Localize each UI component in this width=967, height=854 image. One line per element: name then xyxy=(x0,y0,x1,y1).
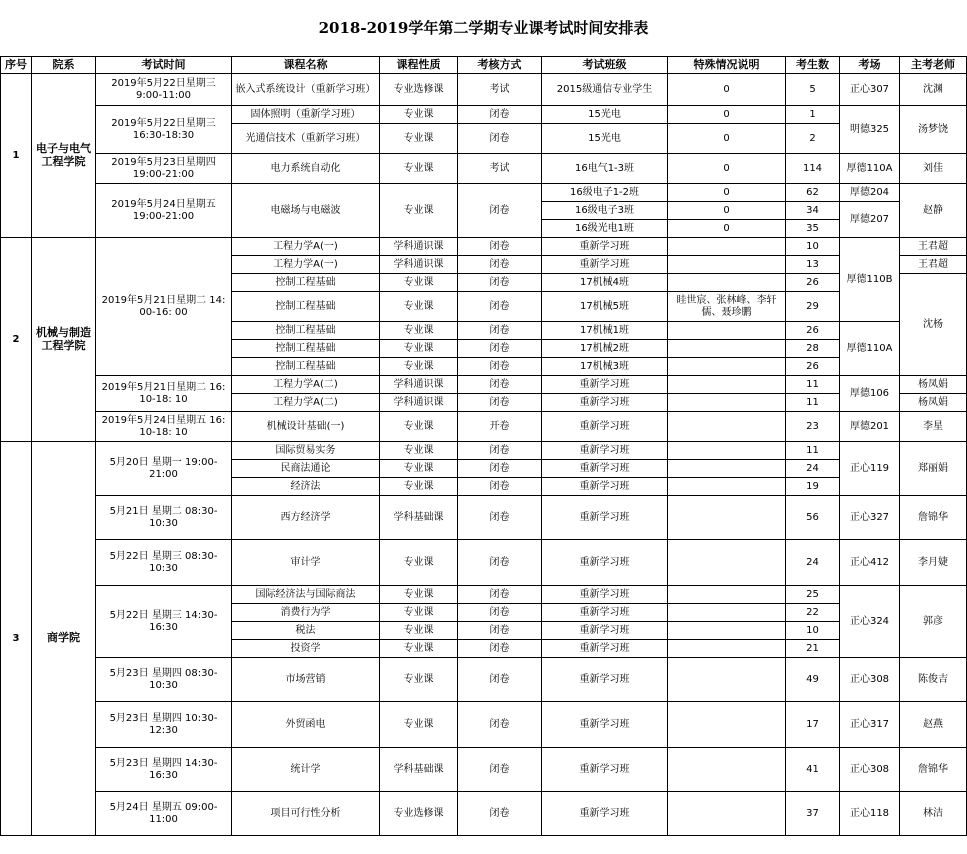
exam-room: 厚德207 xyxy=(840,202,900,238)
exam-class: 15光电 xyxy=(542,124,668,154)
special-note xyxy=(668,496,786,540)
table-row xyxy=(1,412,967,442)
student-count: 62 xyxy=(786,184,840,202)
exam-method: 闭卷 xyxy=(458,274,542,292)
exam-room: 正心317 xyxy=(840,702,900,748)
teacher: 李星 xyxy=(900,412,967,442)
student-count: 26 xyxy=(786,322,840,340)
page-title: 2018-2019学年第二学期专业课考试时间安排表 xyxy=(318,19,649,37)
special-note xyxy=(668,442,786,460)
course-name: 西方经济学 xyxy=(232,496,380,540)
course-nature: 学科基础课 xyxy=(380,748,458,792)
student-count: 22 xyxy=(786,604,840,622)
course-nature: 学科通识课 xyxy=(380,394,458,412)
course-nature: 专业课 xyxy=(380,274,458,292)
exam-method: 闭卷 xyxy=(458,442,542,460)
exam-class: 重新学习班 xyxy=(542,412,668,442)
special-note xyxy=(668,412,786,442)
exam-class: 16电气1-3班 xyxy=(542,154,668,184)
exam-method: 考试 xyxy=(458,154,542,184)
exam-room: 正心308 xyxy=(840,658,900,702)
course-name: 工程力学A(二) xyxy=(232,394,380,412)
exam-method: 闭卷 xyxy=(458,394,542,412)
exam-class: 17机械5班 xyxy=(542,292,668,322)
exam-method: 闭卷 xyxy=(458,658,542,702)
course-name: 项目可行性分析 xyxy=(232,792,380,836)
course-nature: 专业选修课 xyxy=(380,74,458,106)
section-dept: 机械与制造工程学院 xyxy=(32,238,96,442)
teacher: 赵静 xyxy=(900,184,967,238)
exam-method: 闭卷 xyxy=(458,540,542,586)
course-nature: 专业课 xyxy=(380,540,458,586)
exam-method: 闭卷 xyxy=(458,322,542,340)
exam-class: 重新学习班 xyxy=(542,496,668,540)
section-no: 3 xyxy=(1,442,32,836)
table-row xyxy=(1,376,967,394)
student-count: 17 xyxy=(786,702,840,748)
course-nature: 专业课 xyxy=(380,478,458,496)
exam-room: 正心307 xyxy=(840,74,900,106)
teacher: 郭彦 xyxy=(900,586,967,658)
student-count: 24 xyxy=(786,540,840,586)
course-nature: 专业课 xyxy=(380,586,458,604)
exam-time: 5月22日 星期三 08:30-10:30 xyxy=(96,540,232,586)
section-dept: 商学院 xyxy=(32,442,96,836)
exam-method: 闭卷 xyxy=(458,124,542,154)
course-name: 控制工程基础 xyxy=(232,274,380,292)
exam-method: 闭卷 xyxy=(458,106,542,124)
table-row xyxy=(1,74,967,106)
student-count: 35 xyxy=(786,220,840,238)
exam-method: 闭卷 xyxy=(458,376,542,394)
exam-method: 闭卷 xyxy=(458,748,542,792)
exam-time: 2019年5月21日星期二 14: 00-16: 00 xyxy=(96,238,232,376)
teacher: 郑丽娟 xyxy=(900,442,967,496)
special-note xyxy=(668,340,786,358)
exam-class: 重新学习班 xyxy=(542,256,668,274)
exam-method: 考试 xyxy=(458,74,542,106)
student-count: 24 xyxy=(786,460,840,478)
course-nature: 学科通识课 xyxy=(380,238,458,256)
table-row xyxy=(1,106,967,124)
student-count: 10 xyxy=(786,238,840,256)
exam-method: 闭卷 xyxy=(458,184,542,238)
teacher: 赵燕 xyxy=(900,702,967,748)
teacher: 李月婕 xyxy=(900,540,967,586)
col-header-nature: 课程性质 xyxy=(380,57,458,74)
course-nature: 专业课 xyxy=(380,358,458,376)
course-nature: 专业课 xyxy=(380,640,458,658)
exam-class: 16级电子1-2班 xyxy=(542,184,668,202)
exam-time: 5月23日 星期四 10:30-12:30 xyxy=(96,702,232,748)
student-count: 25 xyxy=(786,586,840,604)
course-name: 统计学 xyxy=(232,748,380,792)
student-count: 28 xyxy=(786,340,840,358)
exam-method: 闭卷 xyxy=(458,256,542,274)
course-name: 消费行为学 xyxy=(232,604,380,622)
special-note xyxy=(668,358,786,376)
teacher: 詹锦华 xyxy=(900,496,967,540)
teacher: 杨凤娟 xyxy=(900,376,967,394)
special-note xyxy=(668,478,786,496)
exam-time: 5月23日 星期四 08:30-10:30 xyxy=(96,658,232,702)
table-row xyxy=(1,442,967,460)
course-name: 光通信技术（重新学习班） xyxy=(232,124,380,154)
student-count: 10 xyxy=(786,622,840,640)
exam-time: 2019年5月22日星期三 16:30-18:30 xyxy=(96,106,232,154)
course-nature: 专业课 xyxy=(380,702,458,748)
special-note xyxy=(668,322,786,340)
teacher: 杨凤娟 xyxy=(900,394,967,412)
special-note: 0 xyxy=(668,202,786,220)
student-count: 49 xyxy=(786,658,840,702)
exam-class: 17机械4班 xyxy=(542,274,668,292)
course-name: 国际经济法与国际商法 xyxy=(232,586,380,604)
course-nature: 专业课 xyxy=(380,412,458,442)
exam-room: 厚德110B xyxy=(840,238,900,322)
course-nature: 学科通识课 xyxy=(380,376,458,394)
special-note: 0 xyxy=(668,220,786,238)
student-count: 21 xyxy=(786,640,840,658)
exam-class: 重新学习班 xyxy=(542,658,668,702)
exam-method: 闭卷 xyxy=(458,586,542,604)
course-name: 控制工程基础 xyxy=(232,292,380,322)
exam-method: 闭卷 xyxy=(458,460,542,478)
exam-time: 5月22日 星期三 14:30-16:30 xyxy=(96,586,232,658)
exam-method: 闭卷 xyxy=(458,622,542,640)
teacher: 王君超 xyxy=(900,238,967,256)
exam-class: 重新学习班 xyxy=(542,442,668,460)
course-name: 工程力学A(一) xyxy=(232,238,380,256)
special-note xyxy=(668,394,786,412)
header-row xyxy=(1,57,967,74)
exam-class: 重新学习班 xyxy=(542,622,668,640)
exam-time: 2019年5月24日星期五 16: 10-18: 10 xyxy=(96,412,232,442)
special-note xyxy=(668,256,786,274)
course-nature: 专业课 xyxy=(380,622,458,640)
teacher: 沈渊 xyxy=(900,74,967,106)
special-note xyxy=(668,238,786,256)
course-nature: 专业选修课 xyxy=(380,792,458,836)
special-note: 0 xyxy=(668,124,786,154)
special-note xyxy=(668,658,786,702)
exam-time: 2019年5月24日星期五 19:00-21:00 xyxy=(96,184,232,238)
exam-room: 正心412 xyxy=(840,540,900,586)
exam-room: 正心324 xyxy=(840,586,900,658)
course-nature: 专业课 xyxy=(380,106,458,124)
student-count: 41 xyxy=(786,748,840,792)
table-row xyxy=(1,658,967,702)
section-no: 1 xyxy=(1,74,32,238)
course-name: 审计学 xyxy=(232,540,380,586)
col-header-no: 序号 xyxy=(1,57,32,74)
exam-room: 厚德110A xyxy=(840,154,900,184)
student-count: 26 xyxy=(786,274,840,292)
exam-class: 17机械2班 xyxy=(542,340,668,358)
special-note xyxy=(668,274,786,292)
col-header-count: 考生数 xyxy=(786,57,840,74)
table-row xyxy=(1,184,967,202)
exam-room: 正心119 xyxy=(840,442,900,496)
course-name: 外贸函电 xyxy=(232,702,380,748)
special-note xyxy=(668,702,786,748)
exam-room: 厚德106 xyxy=(840,376,900,412)
course-name: 固体照明（重新学习班） xyxy=(232,106,380,124)
course-name: 嵌入式系统设计（重新学习班） xyxy=(232,74,380,106)
exam-room: 厚德201 xyxy=(840,412,900,442)
student-count: 11 xyxy=(786,394,840,412)
col-header-room: 考场 xyxy=(840,57,900,74)
student-count: 29 xyxy=(786,292,840,322)
exam-class: 重新学习班 xyxy=(542,586,668,604)
course-name: 投资学 xyxy=(232,640,380,658)
course-name: 控制工程基础 xyxy=(232,340,380,358)
student-count: 13 xyxy=(786,256,840,274)
course-nature: 专业课 xyxy=(380,340,458,358)
exam-room: 明德325 xyxy=(840,106,900,154)
col-header-dept: 院系 xyxy=(32,57,96,74)
col-header-time: 考试时间 xyxy=(96,57,232,74)
teacher: 王君超 xyxy=(900,256,967,274)
section-dept: 电子与电气工程学院 xyxy=(32,74,96,238)
course-name: 经济法 xyxy=(232,478,380,496)
exam-class: 重新学习班 xyxy=(542,792,668,836)
table-row xyxy=(1,792,967,836)
exam-method: 闭卷 xyxy=(458,604,542,622)
exam-method: 闭卷 xyxy=(458,478,542,496)
exam-class: 重新学习班 xyxy=(542,540,668,586)
table-row xyxy=(1,496,967,540)
exam-class: 17机械3班 xyxy=(542,358,668,376)
exam-schedule-table xyxy=(0,56,967,836)
exam-class: 重新学习班 xyxy=(542,604,668,622)
course-nature: 专业课 xyxy=(380,658,458,702)
course-name: 工程力学A(二) xyxy=(232,376,380,394)
table-row xyxy=(1,702,967,748)
exam-time: 5月24日 星期五 09:00-11:00 xyxy=(96,792,232,836)
exam-room: 正心327 xyxy=(840,496,900,540)
exam-method: 闭卷 xyxy=(458,292,542,322)
student-count: 56 xyxy=(786,496,840,540)
special-note xyxy=(668,586,786,604)
col-header-method: 考核方式 xyxy=(458,57,542,74)
course-nature: 专业课 xyxy=(380,442,458,460)
student-count: 5 xyxy=(786,74,840,106)
special-note xyxy=(668,604,786,622)
special-note xyxy=(668,792,786,836)
course-name: 市场营销 xyxy=(232,658,380,702)
special-note xyxy=(668,622,786,640)
teacher: 刘佳 xyxy=(900,154,967,184)
course-nature: 专业课 xyxy=(380,124,458,154)
exam-class: 2015级通信专业学生 xyxy=(542,74,668,106)
exam-room: 正心118 xyxy=(840,792,900,836)
col-header-teacher: 主考老师 xyxy=(900,57,967,74)
exam-room: 正心308 xyxy=(840,748,900,792)
special-note xyxy=(668,460,786,478)
student-count: 11 xyxy=(786,442,840,460)
course-nature: 学科基础课 xyxy=(380,496,458,540)
course-nature: 专业课 xyxy=(380,460,458,478)
exam-time: 5月23日 星期四 14:30-16:30 xyxy=(96,748,232,792)
teacher: 林洁 xyxy=(900,792,967,836)
student-count: 11 xyxy=(786,376,840,394)
exam-room: 厚德204 xyxy=(840,184,900,202)
course-nature: 专业课 xyxy=(380,604,458,622)
course-name: 电磁场与电磁波 xyxy=(232,184,380,238)
student-count: 26 xyxy=(786,358,840,376)
exam-time: 2019年5月23日星期四 19:00-21:00 xyxy=(96,154,232,184)
course-nature: 专业课 xyxy=(380,322,458,340)
exam-class: 重新学习班 xyxy=(542,640,668,658)
special-note: 眭世宸、张林峰、李轩儒、聂珍鹏 xyxy=(668,292,786,322)
exam-method: 闭卷 xyxy=(458,792,542,836)
table-row xyxy=(1,154,967,184)
exam-class: 重新学习班 xyxy=(542,238,668,256)
course-name: 税法 xyxy=(232,622,380,640)
course-name: 国际贸易实务 xyxy=(232,442,380,460)
table-row xyxy=(1,586,967,604)
exam-class: 重新学习班 xyxy=(542,460,668,478)
special-note: 0 xyxy=(668,184,786,202)
table-row xyxy=(1,540,967,586)
exam-method: 闭卷 xyxy=(458,702,542,748)
special-note xyxy=(668,540,786,586)
exam-class: 重新学习班 xyxy=(542,478,668,496)
exam-time: 5月20日 星期一 19:00-21:00 xyxy=(96,442,232,496)
exam-method: 闭卷 xyxy=(458,358,542,376)
special-note: 0 xyxy=(668,74,786,106)
col-header-class: 考试班级 xyxy=(542,57,668,74)
course-name: 控制工程基础 xyxy=(232,358,380,376)
course-nature: 专业课 xyxy=(380,184,458,238)
teacher: 陈俊吉 xyxy=(900,658,967,702)
exam-method: 闭卷 xyxy=(458,496,542,540)
special-note: 0 xyxy=(668,154,786,184)
student-count: 37 xyxy=(786,792,840,836)
exam-class: 重新学习班 xyxy=(542,394,668,412)
exam-class: 重新学习班 xyxy=(542,376,668,394)
exam-class: 17机械1班 xyxy=(542,322,668,340)
course-nature: 学科通识课 xyxy=(380,256,458,274)
col-header-course: 课程名称 xyxy=(232,57,380,74)
special-note xyxy=(668,640,786,658)
student-count: 19 xyxy=(786,478,840,496)
course-name: 控制工程基础 xyxy=(232,322,380,340)
exam-class: 15光电 xyxy=(542,106,668,124)
exam-time: 2019年5月22日星期三 9:00-11:00 xyxy=(96,74,232,106)
course-nature: 专业课 xyxy=(380,154,458,184)
student-count: 2 xyxy=(786,124,840,154)
table-row xyxy=(1,238,967,256)
section-no: 2 xyxy=(1,238,32,442)
exam-time: 2019年5月21日星期二 16: 10-18: 10 xyxy=(96,376,232,412)
exam-class: 16级电子3班 xyxy=(542,202,668,220)
table-row xyxy=(1,748,967,792)
teacher: 詹锦华 xyxy=(900,748,967,792)
exam-method: 闭卷 xyxy=(458,238,542,256)
exam-class: 重新学习班 xyxy=(542,748,668,792)
exam-method: 闭卷 xyxy=(458,340,542,358)
exam-time: 5月21日 星期二 08:30-10:30 xyxy=(96,496,232,540)
course-name: 民商法通论 xyxy=(232,460,380,478)
col-header-note: 特殊情况说明 xyxy=(668,57,786,74)
special-note: 0 xyxy=(668,106,786,124)
exam-class: 重新学习班 xyxy=(542,702,668,748)
exam-method: 闭卷 xyxy=(458,640,542,658)
course-name: 工程力学A(一) xyxy=(232,256,380,274)
student-count: 1 xyxy=(786,106,840,124)
teacher: 汤梦饶 xyxy=(900,106,967,154)
course-nature: 专业课 xyxy=(380,292,458,322)
special-note xyxy=(668,748,786,792)
student-count: 34 xyxy=(786,202,840,220)
exam-class: 16级光电1班 xyxy=(542,220,668,238)
course-name: 电力系统自动化 xyxy=(232,154,380,184)
exam-method: 开卷 xyxy=(458,412,542,442)
special-note xyxy=(668,376,786,394)
student-count: 23 xyxy=(786,412,840,442)
course-name: 机械设计基础(一) xyxy=(232,412,380,442)
student-count: 114 xyxy=(786,154,840,184)
exam-room: 厚德110A xyxy=(840,322,900,376)
teacher: 沈杨 xyxy=(900,274,967,376)
